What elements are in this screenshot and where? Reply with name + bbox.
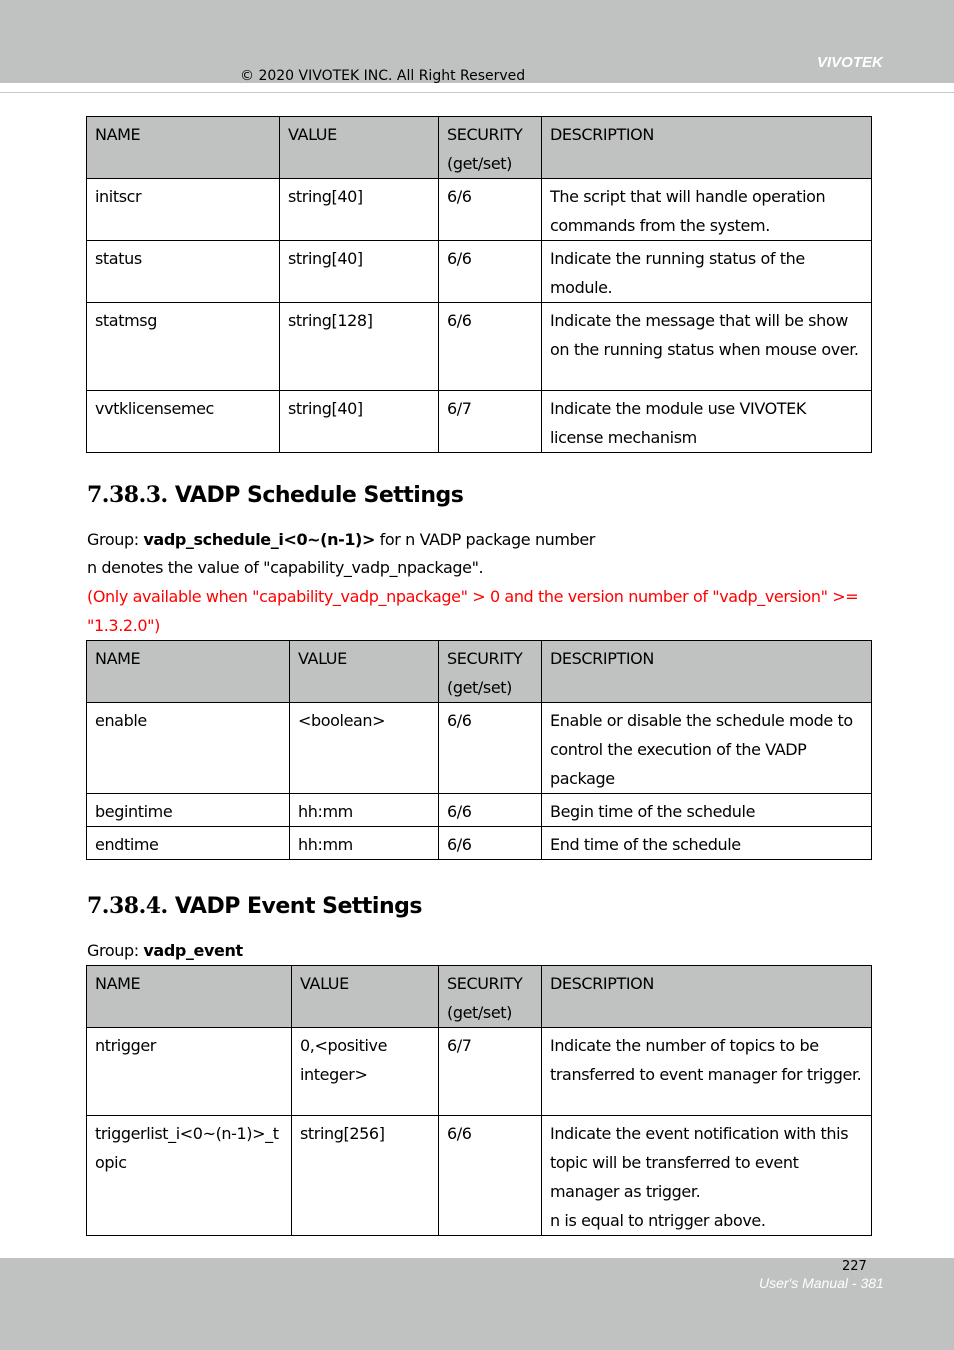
cell-description: Indicate the event notification with this topic will be transferred to event manager as trigger. n is equal to ntrigger above. [542, 1116, 872, 1236]
copyright-text: © 2020 VIVOTEK INC. All Right Reserved [240, 68, 526, 84]
cell-security: 6/6 [439, 703, 542, 794]
cell-security: 6/6 [439, 179, 542, 241]
group-line [87, 936, 877, 965]
group-label: Group: [87, 530, 144, 549]
table-row [87, 827, 872, 860]
table-row [87, 703, 872, 794]
parameter-table-1 [86, 116, 872, 453]
column-header-description: DESCRIPTION [542, 641, 872, 703]
column-header-security: SECURITY (get/set) [439, 966, 542, 1028]
section-number: 7.38.3. [87, 482, 168, 508]
table-row [87, 794, 872, 827]
cell-security: 6/7 [439, 391, 542, 453]
parameter-table-2 [86, 640, 872, 860]
cell-security: 6/6 [439, 303, 542, 391]
cell-security: 6/6 [439, 1116, 542, 1236]
column-header-description: DESCRIPTION [542, 117, 872, 179]
section-heading-schedule [87, 482, 463, 508]
column-header-security: SECURITY (get/set) [439, 641, 542, 703]
cell-name: endtime [87, 827, 290, 860]
cell-description: Indicate the number of topics to be transferred to event manager for trigger. [542, 1028, 872, 1116]
cell-value: string[256] [292, 1116, 439, 1236]
cell-security: 6/7 [439, 1028, 542, 1116]
table-header-row [87, 966, 872, 1028]
cell-description: Indicate the module use VIVOTEK license mechanism [542, 391, 872, 453]
column-header-value: VALUE [292, 966, 439, 1028]
column-header-value: VALUE [290, 641, 439, 703]
cell-description: End time of the schedule [542, 827, 872, 860]
cell-value: 0,<positive integer> [292, 1028, 439, 1116]
group-note: n denotes the value of "capability_vadp_npackage". [87, 558, 484, 577]
table-row [87, 179, 872, 241]
group-line [87, 525, 877, 554]
table-row [87, 241, 872, 303]
table-row [87, 303, 872, 391]
parameter-table-3 [86, 965, 872, 1236]
section-number: 7.38.4. [87, 893, 168, 919]
column-header-name: NAME [87, 966, 292, 1028]
section-title: VADP Schedule Settings [174, 483, 464, 508]
availability-note: (Only available when "capability_vadp_npackage" > 0 and the version number of "vadp_version" >= "1.3.2.0") [87, 587, 859, 635]
cell-security: 6/6 [439, 241, 542, 303]
cell-name: statmsg [87, 303, 280, 391]
column-header-name: NAME [87, 641, 290, 703]
page-number: 227 [842, 1259, 867, 1274]
table-header-row [87, 117, 872, 179]
cell-description: Begin time of the schedule [542, 794, 872, 827]
table-header-row [87, 641, 872, 703]
cell-value: <boolean> [290, 703, 439, 794]
brand-logo: VIVOTEK [817, 54, 883, 71]
column-header-security: SECURITY (get/set) [439, 117, 542, 179]
table-row [87, 1028, 872, 1116]
cell-value: string[40] [280, 241, 439, 303]
cell-description: Indicate the running status of the module. [542, 241, 872, 303]
cell-description: The script that will handle operation commands from the system. [542, 179, 872, 241]
section-title: VADP Event Settings [174, 894, 422, 919]
cell-value: hh:mm [290, 794, 439, 827]
group-label: Group: [87, 941, 144, 960]
table-row [87, 391, 872, 453]
group-suffix: for n VADP package number [374, 530, 595, 549]
table-row [87, 1116, 872, 1236]
group-name: vadp_event [143, 941, 243, 960]
column-header-value: VALUE [280, 117, 439, 179]
cell-value: string[128] [280, 303, 439, 391]
cell-value: string[40] [280, 391, 439, 453]
cell-security: 6/6 [439, 794, 542, 827]
footer-band [0, 1258, 954, 1350]
header-divider [0, 92, 954, 93]
cell-name: initscr [87, 179, 280, 241]
cell-security: 6/6 [439, 827, 542, 860]
cell-name: enable [87, 703, 290, 794]
cell-description: Enable or disable the schedule mode to control the execution of the VADP package [542, 703, 872, 794]
column-header-name: NAME [87, 117, 280, 179]
section-heading-event [87, 893, 422, 919]
column-header-description: DESCRIPTION [542, 966, 872, 1028]
cell-description: Indicate the message that will be show on the running status when mouse over. [542, 303, 872, 391]
cell-name: vvtklicensemec [87, 391, 280, 453]
manual-page-label: User's Manual - 381 [759, 1275, 884, 1291]
group-name: vadp_schedule_i<0~(n-1)> [143, 530, 375, 549]
cell-name: ntrigger [87, 1028, 292, 1116]
cell-name: status [87, 241, 280, 303]
cell-name: begintime [87, 794, 290, 827]
cell-value: string[40] [280, 179, 439, 241]
cell-name: triggerlist_i<0~(n-1)>_topic [87, 1116, 292, 1236]
cell-value: hh:mm [290, 827, 439, 860]
